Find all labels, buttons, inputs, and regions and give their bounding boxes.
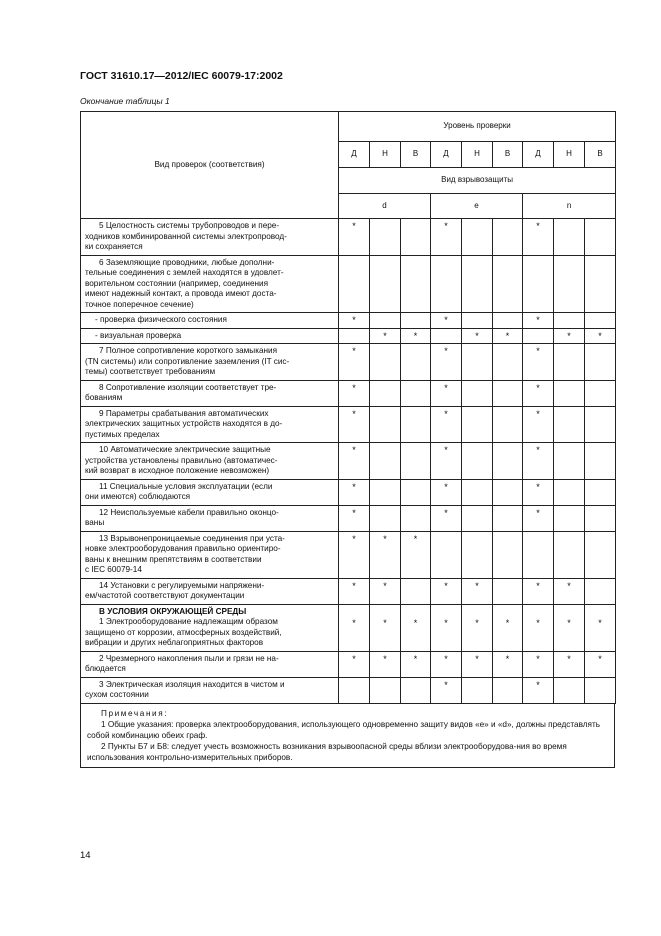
mark-cell bbox=[554, 677, 585, 703]
protection-cell: n bbox=[523, 194, 616, 219]
mark-cell bbox=[370, 313, 401, 329]
mark-cell: * bbox=[431, 406, 462, 443]
row-text-line: ходников комбинированной системы электропровод- bbox=[85, 231, 287, 241]
table-row bbox=[81, 406, 616, 443]
inspection-table-wrap bbox=[80, 111, 615, 768]
column-header-inspection-type: Вид проверок (соответствия) bbox=[81, 112, 339, 219]
table-row bbox=[81, 328, 616, 344]
row-text-line: ки сохраняется bbox=[85, 242, 143, 251]
row-description bbox=[81, 479, 339, 505]
mark-cell: * bbox=[493, 651, 523, 677]
mark-cell bbox=[493, 505, 523, 531]
mark-cell bbox=[554, 255, 585, 313]
mark-cell: * bbox=[493, 328, 523, 344]
row-description bbox=[81, 255, 339, 313]
mark-cell: * bbox=[431, 443, 462, 480]
row-text-line: новке электрооборудования правильно ориентиро- bbox=[85, 544, 281, 553]
mark-cell: * bbox=[401, 604, 431, 651]
mark-cell bbox=[523, 328, 554, 344]
mark-cell bbox=[493, 344, 523, 381]
mark-cell bbox=[401, 578, 431, 604]
mark-cell: * bbox=[339, 604, 370, 651]
mark-cell bbox=[585, 313, 616, 329]
mark-cell: * bbox=[523, 651, 554, 677]
mark-cell: * bbox=[554, 651, 585, 677]
row-text-line: 3 Электрическая изоляция находится в чистом и bbox=[99, 679, 285, 689]
row-text-line: 1 Электрооборудование надлежащим образом bbox=[99, 617, 278, 626]
mark-cell: * bbox=[523, 219, 554, 256]
inspection-table bbox=[80, 111, 616, 704]
mark-cell bbox=[493, 380, 523, 406]
level-cell: Н bbox=[370, 142, 401, 168]
row-text-line: устройства установлены правильно (автоматичес- bbox=[85, 455, 278, 465]
mark-cell bbox=[401, 677, 431, 703]
document-header: ГОСТ 31610.17—2012/IEC 60079-17:2002 bbox=[80, 70, 283, 82]
mark-cell bbox=[370, 344, 401, 381]
mark-cell bbox=[554, 313, 585, 329]
row-text-line: (TN системы) или сопротивление заземления (IT сис- bbox=[85, 356, 290, 366]
mark-cell: * bbox=[370, 578, 401, 604]
mark-cell bbox=[585, 219, 616, 256]
mark-cell bbox=[401, 380, 431, 406]
row-text-line: точное поперечное сечение) bbox=[85, 299, 194, 309]
row-description bbox=[81, 651, 339, 677]
mark-cell: * bbox=[462, 604, 493, 651]
mark-cell: * bbox=[339, 313, 370, 329]
row-text-line: 9 Параметры срабатывания автоматических bbox=[99, 408, 269, 418]
level-cell: Д bbox=[339, 142, 370, 168]
row-description bbox=[81, 505, 339, 531]
row-text-line: ваны к внешним препятствиям в соответствии bbox=[85, 554, 262, 564]
mark-cell bbox=[554, 344, 585, 381]
mark-cell: * bbox=[370, 328, 401, 344]
mark-cell: * bbox=[585, 651, 616, 677]
mark-cell bbox=[554, 406, 585, 443]
mark-cell bbox=[493, 219, 523, 256]
mark-cell: * bbox=[431, 651, 462, 677]
mark-cell bbox=[370, 380, 401, 406]
mark-cell bbox=[401, 443, 431, 480]
mark-cell bbox=[554, 531, 585, 578]
row-text-line: пустимых пределах bbox=[85, 429, 160, 439]
row-text-line: - визуальная проверка bbox=[95, 330, 182, 340]
mark-cell bbox=[462, 344, 493, 381]
table-row bbox=[81, 344, 616, 381]
protection-header: Вид взрывозащиты bbox=[339, 168, 616, 194]
notes-title: Примечания: bbox=[101, 708, 169, 718]
row-description bbox=[81, 219, 339, 256]
mark-cell bbox=[431, 328, 462, 344]
mark-cell: * bbox=[370, 604, 401, 651]
row-text-line: бованиям bbox=[85, 393, 123, 402]
level-header: Уровень проверки bbox=[339, 112, 616, 142]
mark-cell bbox=[370, 219, 401, 256]
mark-cell: * bbox=[493, 604, 523, 651]
mark-cell: * bbox=[462, 651, 493, 677]
table-caption: Окончание таблицы 1 bbox=[80, 96, 170, 106]
mark-cell bbox=[370, 406, 401, 443]
level-cell: В bbox=[585, 142, 616, 168]
mark-cell: * bbox=[431, 313, 462, 329]
mark-cell: * bbox=[523, 344, 554, 381]
mark-cell bbox=[401, 313, 431, 329]
mark-cell: * bbox=[370, 651, 401, 677]
mark-cell bbox=[370, 505, 401, 531]
mark-cell: * bbox=[431, 578, 462, 604]
row-text-line: они имеются) соблюдаются bbox=[85, 492, 191, 501]
mark-cell: * bbox=[523, 479, 554, 505]
row-description bbox=[81, 328, 339, 344]
mark-cell bbox=[585, 531, 616, 578]
notes-cell bbox=[81, 703, 615, 767]
row-text-line: 12 Неиспользуемые кабели правильно оконцо- bbox=[99, 507, 279, 517]
table-row bbox=[81, 479, 616, 505]
mark-cell bbox=[462, 313, 493, 329]
mark-cell: * bbox=[339, 531, 370, 578]
row-text-line: 2 Чрезмерного накопления пыли и грязи не на- bbox=[99, 653, 279, 663]
table-row bbox=[81, 578, 616, 604]
mark-cell: * bbox=[339, 406, 370, 443]
mark-cell bbox=[585, 380, 616, 406]
row-text-line: с IEC 60079-14 bbox=[85, 565, 142, 574]
mark-cell bbox=[401, 479, 431, 505]
mark-cell bbox=[585, 443, 616, 480]
mark-cell: * bbox=[431, 505, 462, 531]
mark-cell: * bbox=[339, 578, 370, 604]
mark-cell: * bbox=[339, 344, 370, 381]
mark-cell: * bbox=[401, 531, 431, 578]
row-text-line: защищено от коррозии, атмосферных воздействий, bbox=[85, 627, 282, 637]
row-description bbox=[81, 406, 339, 443]
mark-cell: * bbox=[339, 443, 370, 480]
row-description bbox=[81, 443, 339, 480]
mark-cell bbox=[493, 677, 523, 703]
protection-cell: d bbox=[339, 194, 431, 219]
mark-cell: * bbox=[523, 313, 554, 329]
table-row bbox=[81, 651, 616, 677]
mark-cell bbox=[493, 313, 523, 329]
row-text-line: кий возврат в исходное положение невозможен) bbox=[85, 466, 270, 475]
mark-cell: * bbox=[523, 578, 554, 604]
level-cell: В bbox=[493, 142, 523, 168]
row-text-line: блюдается bbox=[85, 664, 126, 673]
row-text-line: ворительном состоянии (например, соединения bbox=[85, 278, 269, 288]
row-text-line: 5 Целостность системы трубопроводов и пере- bbox=[99, 221, 280, 230]
mark-cell bbox=[370, 677, 401, 703]
note-2: 2 Пункты Б7 и Б8: следует учесть возможность возникания взрывоопасной среды вблизи электрооборудова-ния во время использования контрольно-измерительных приборов. bbox=[87, 741, 567, 762]
mark-cell bbox=[462, 531, 493, 578]
row-text-line: - проверка физического состояния bbox=[95, 315, 227, 324]
mark-cell bbox=[462, 219, 493, 256]
table-row bbox=[81, 380, 616, 406]
mark-cell: * bbox=[554, 578, 585, 604]
mark-cell bbox=[339, 255, 370, 313]
row-text-line: сухом состоянии bbox=[85, 690, 149, 699]
mark-cell: * bbox=[462, 578, 493, 604]
mark-cell: * bbox=[523, 380, 554, 406]
mark-cell bbox=[585, 479, 616, 505]
mark-cell bbox=[339, 328, 370, 344]
mark-cell bbox=[493, 255, 523, 313]
mark-cell bbox=[431, 531, 462, 578]
mark-cell bbox=[523, 255, 554, 313]
notes-table bbox=[80, 703, 615, 768]
mark-cell: * bbox=[431, 380, 462, 406]
page-number: 14 bbox=[80, 850, 91, 861]
mark-cell bbox=[493, 531, 523, 578]
mark-cell bbox=[585, 255, 616, 313]
mark-cell bbox=[339, 677, 370, 703]
mark-cell: * bbox=[401, 328, 431, 344]
row-text-line: ваны bbox=[85, 518, 105, 527]
mark-cell bbox=[554, 380, 585, 406]
mark-cell: * bbox=[431, 677, 462, 703]
row-description bbox=[81, 380, 339, 406]
mark-cell bbox=[462, 443, 493, 480]
mark-cell bbox=[401, 406, 431, 443]
mark-cell bbox=[370, 443, 401, 480]
protection-cell: e bbox=[431, 194, 523, 219]
level-cell: Н bbox=[462, 142, 493, 168]
level-cell: Д bbox=[523, 142, 554, 168]
mark-cell bbox=[462, 505, 493, 531]
mark-cell: * bbox=[554, 604, 585, 651]
mark-cell bbox=[554, 505, 585, 531]
mark-cell bbox=[554, 443, 585, 480]
mark-cell bbox=[585, 677, 616, 703]
mark-cell: * bbox=[585, 604, 616, 651]
mark-cell: * bbox=[339, 380, 370, 406]
row-text-line: 14 Установки с регулируемыми напряжени- bbox=[99, 580, 265, 590]
mark-cell bbox=[401, 505, 431, 531]
mark-cell bbox=[370, 479, 401, 505]
mark-cell bbox=[462, 479, 493, 505]
row-text-line: 8 Сопротивление изоляции соответствует тре- bbox=[99, 382, 277, 392]
row-text-line: темы) соответствует требованиям bbox=[85, 367, 216, 376]
table-row bbox=[81, 531, 616, 578]
table-row bbox=[81, 255, 616, 313]
mark-cell bbox=[370, 255, 401, 313]
mark-cell: * bbox=[339, 479, 370, 505]
table-row bbox=[81, 313, 616, 329]
row-text-line: 11 Специальные условия эксплуатации (если bbox=[99, 481, 273, 491]
mark-cell bbox=[585, 505, 616, 531]
mark-cell bbox=[401, 344, 431, 381]
mark-cell bbox=[462, 255, 493, 313]
mark-cell bbox=[462, 406, 493, 443]
note-1: 1 Общие указания: проверка электрооборудования, использующего одновременно защиту видов «е» и «d», должны представлять собой комбинацию обеих граф. bbox=[87, 719, 600, 740]
mark-cell bbox=[554, 219, 585, 256]
row-description bbox=[81, 313, 339, 329]
table-row bbox=[81, 604, 616, 651]
mark-cell: * bbox=[523, 505, 554, 531]
row-text-line: тельные соединения с землей находятся в удовлет- bbox=[85, 268, 284, 277]
mark-cell bbox=[493, 578, 523, 604]
mark-cell: * bbox=[431, 479, 462, 505]
row-text-line: 10 Автоматические электрические защитные bbox=[99, 445, 271, 454]
mark-cell: * bbox=[431, 219, 462, 256]
row-text-line: ем/частотой соответствуют документации bbox=[85, 591, 245, 600]
mark-cell bbox=[401, 219, 431, 256]
mark-cell: * bbox=[339, 219, 370, 256]
row-text-line: 6 Заземляющие проводники, любые дополни- bbox=[99, 257, 275, 267]
mark-cell bbox=[585, 344, 616, 381]
row-text-line: 13 Взрывонепроницаемые соединения при уста- bbox=[99, 533, 285, 543]
level-cell: Д bbox=[431, 142, 462, 168]
mark-cell bbox=[493, 479, 523, 505]
row-description bbox=[81, 344, 339, 381]
mark-cell bbox=[431, 255, 462, 313]
mark-cell: * bbox=[339, 651, 370, 677]
row-text-line: 7 Полное сопротивление короткого замыкания bbox=[99, 346, 278, 355]
row-text-line: вибрации и других неблагоприятных факторов bbox=[85, 638, 264, 647]
row-description bbox=[81, 604, 339, 651]
row-description bbox=[81, 578, 339, 604]
level-cell: Н bbox=[554, 142, 585, 168]
mark-cell: * bbox=[431, 604, 462, 651]
mark-cell bbox=[401, 255, 431, 313]
row-description bbox=[81, 531, 339, 578]
mark-cell: * bbox=[523, 604, 554, 651]
mark-cell bbox=[493, 406, 523, 443]
mark-cell: * bbox=[523, 677, 554, 703]
row-description bbox=[81, 677, 339, 703]
mark-cell bbox=[493, 443, 523, 480]
mark-cell: * bbox=[523, 443, 554, 480]
mark-cell: * bbox=[339, 505, 370, 531]
mark-cell: * bbox=[523, 406, 554, 443]
mark-cell bbox=[585, 406, 616, 443]
table-row bbox=[81, 219, 616, 256]
row-text-line: имеют надежный контакт, а провода имеют доста- bbox=[85, 289, 277, 298]
mark-cell bbox=[554, 479, 585, 505]
table-row bbox=[81, 443, 616, 480]
mark-cell: * bbox=[462, 328, 493, 344]
row-text-line: В УСЛОВИЯ ОКРУЖАЮЩЕЙ СРЕДЫ bbox=[99, 606, 247, 616]
mark-cell bbox=[462, 380, 493, 406]
level-cell: В bbox=[401, 142, 431, 168]
mark-cell: * bbox=[370, 531, 401, 578]
row-text-line: электрических защитных устройств находятся в до- bbox=[85, 419, 283, 428]
mark-cell bbox=[462, 677, 493, 703]
mark-cell bbox=[585, 578, 616, 604]
table-row bbox=[81, 677, 616, 703]
mark-cell: * bbox=[401, 651, 431, 677]
mark-cell bbox=[523, 531, 554, 578]
table-row bbox=[81, 505, 616, 531]
mark-cell: * bbox=[585, 328, 616, 344]
mark-cell: * bbox=[554, 328, 585, 344]
mark-cell: * bbox=[431, 344, 462, 381]
